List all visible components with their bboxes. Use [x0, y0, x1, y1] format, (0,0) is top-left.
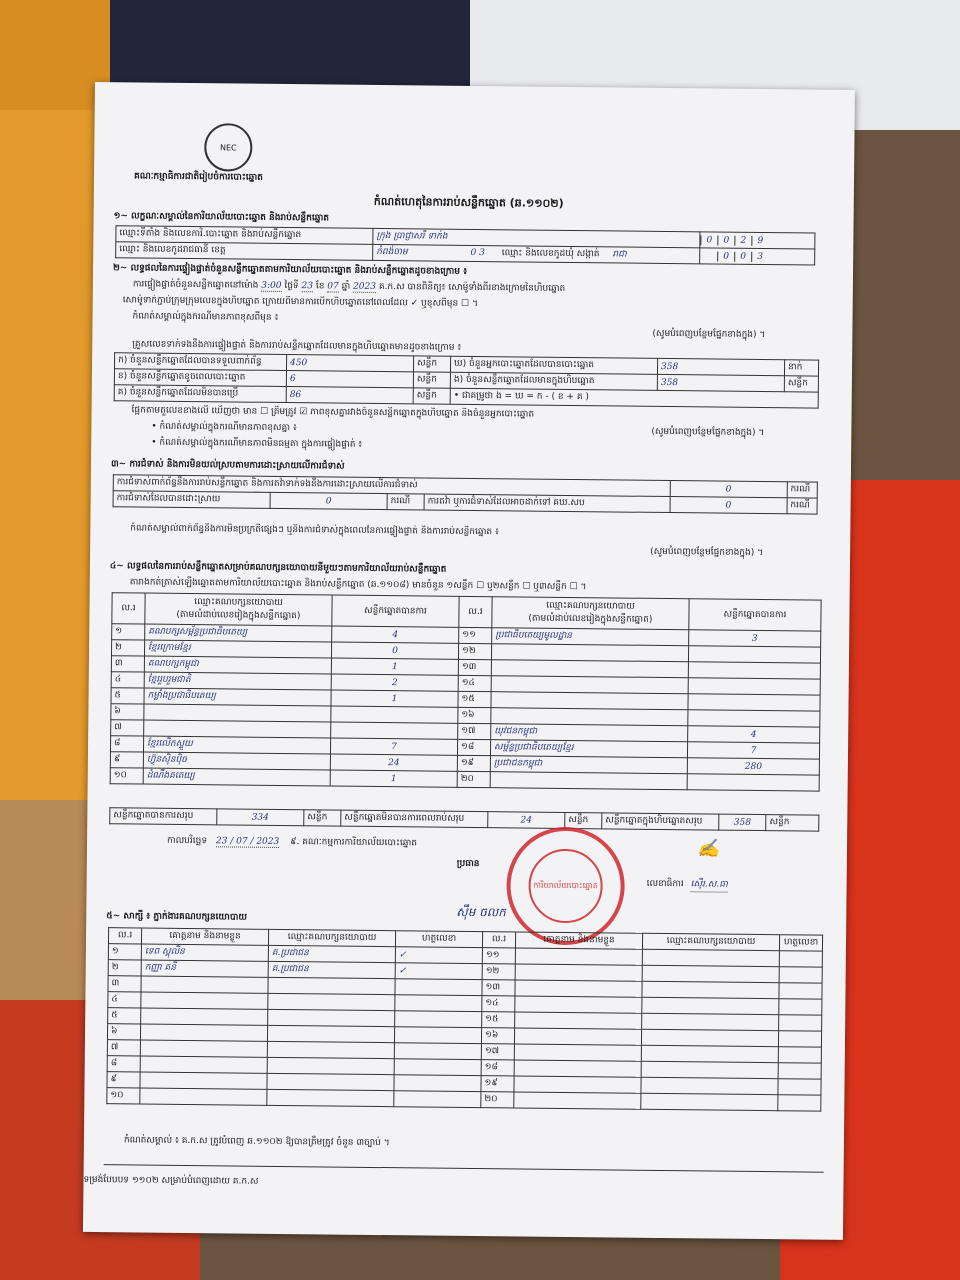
- discrepancy-note: • កំណត់សម្គាល់ក្នុងករណីមានភាពខុសគ្នា ៖: [151, 421, 297, 434]
- witness-name: [141, 976, 268, 993]
- party-votes: 1: [331, 690, 458, 707]
- row-number: ១១: [459, 627, 492, 643]
- witness-signature: [778, 1031, 821, 1047]
- witness-name: [514, 1060, 641, 1077]
- row-number: ៥: [111, 688, 144, 704]
- section1-heading: ១~ លក្ខណៈសម្គាល់នៃការិយាល័យបោះឆ្នោត និងរាប់សន្លឹកឆ្នោត: [113, 211, 330, 224]
- party-name: ខ្មែរក្រោមខ្មែរ: [144, 640, 331, 658]
- witness-signature: [779, 1015, 822, 1031]
- witness-signature: [778, 1047, 821, 1063]
- row-number: ២០: [457, 771, 490, 787]
- form-title: កំណត់ហេតុនៃការរាប់សន្លឹកឆ្នោត (ឆ.១១០២): [373, 194, 564, 210]
- row-number: ៤: [111, 672, 144, 688]
- resolved-count: 0: [270, 492, 387, 509]
- irregularity-note: កំណត់សម្គាល់ពាក់ព័ន្ធនឹងការមិនប្រក្រតីផ្សេងៗ ឬនិងការជំទាស់ក្នុងពេលនៃការផ្ទៀងផ្ទាត់ និងការរាប់សន្លឹកឆ្នោត ៖: [130, 523, 500, 538]
- footer-note: កំណត់សម្គាល់ ៖ គ.ក.ស ត្រូវបំពេញ ឆ.១១០២ ឱ្យបានត្រឹមត្រូវ ចំនួន ៣ច្បាប់ ។: [123, 1135, 390, 1149]
- complaints-table: ការជំទាស់ពាក់ព័ន្ធនឹងការរាប់សន្លឹកឆ្នោត និងការតវ៉ាទាក់ទងនឹងការដោះស្រាយលើការជំទាស់ 0 ករណី ការជំទាស់ដែលបានដោះស្រាយ 0 ករណី ការតវ៉ា ឬការជំទាស់ដែលអាចដាក់ទៅ គឃ.សប 0 ករណី: [113, 474, 818, 514]
- party-votes: 280: [687, 758, 819, 775]
- location-label: ឈ្មោះទីតាំង និងលេខការិ.បោះឆ្នោត និងរាប់សន្លឹកឆ្នោត: [116, 226, 373, 245]
- row-number: ១៧: [458, 723, 491, 739]
- witness-party: [267, 1057, 394, 1074]
- witness-party: [642, 949, 779, 966]
- row-number: ១៣: [482, 980, 515, 996]
- party-name: សម្ព័ន្ធប្រជាធិបតេយ្យខ្មែរ: [490, 740, 687, 758]
- official-stamp: ការិយាល័យបោះឆ្នោត: [506, 826, 625, 945]
- row-number: ៤: [108, 992, 141, 1008]
- party-votes: 24: [330, 754, 457, 771]
- chair-label: ប្រធាន: [456, 858, 480, 870]
- row-number: ១០: [107, 1088, 140, 1104]
- witness-signature: [394, 1027, 481, 1044]
- witness-name: កញ្ញា គនី: [141, 960, 268, 977]
- row-number: ១៦: [458, 707, 491, 723]
- location-value: ក្រុង ប្រាជ្ញាសរិ ទាក់ង: [373, 228, 700, 247]
- row-number: ១២: [458, 643, 491, 659]
- party-votes: [688, 694, 820, 711]
- committee-name: គណៈកម្មាធិការជាតិរៀបចំការបោះឆ្នោត: [133, 171, 263, 183]
- row-number: ៣: [111, 656, 144, 672]
- row-number: ៨: [110, 736, 143, 752]
- witness-name: [515, 1012, 642, 1029]
- row-number: ១៥: [482, 1012, 515, 1028]
- row-number: ១៨: [457, 739, 490, 755]
- witness-signature: ✓: [395, 947, 482, 964]
- witness-party: [268, 993, 395, 1010]
- witness-signature: [394, 1043, 481, 1060]
- count-intro: គ្រួសលេខទាក់ទងនឹងការផ្ទៀងផ្ទាត់ និងការរាប់សន្លឹកឆ្នោតដែលមានក្នុងហិបឆ្នោតមានដូចខាងក្រោម ៖: [132, 339, 462, 353]
- party-votes: [688, 710, 820, 727]
- row-number: ២: [108, 960, 141, 976]
- results-totals: សន្លឹកឆ្នោតបានការសរុប 334 សន្លឹក សន្លឹកឆ្នោតមិនបានការពេលរាប់សរុប 24 សន្លឹក សន្លឹកឆ្នោតក្នុងហិបឆ្នោតសរុប 358 សន្លឹក: [109, 807, 819, 831]
- party-votes: [688, 678, 820, 695]
- witness-name: [515, 996, 642, 1013]
- date-line: កាលបរិច្ឆេទ 23 / 07 / 2023 ៩. គណៈកម្មការការិយាល័យបោះឆ្នោត: [167, 835, 418, 849]
- witness-party: [267, 1041, 394, 1058]
- witness-party: [642, 981, 779, 998]
- party-name: គណបក្សកម្ពុជា: [144, 656, 331, 674]
- party-name: [490, 772, 687, 790]
- witness-party: [642, 997, 779, 1014]
- row-number: ១: [112, 624, 145, 640]
- witness-party: [641, 1093, 778, 1110]
- witness-name: [140, 1056, 267, 1073]
- party-votes: 3: [689, 630, 821, 647]
- witness-table: ល.រ គោត្តនាម និងនាមខ្លួន ឈ្មោះគណបក្សនយោបាយ ហត្ថលេខា ល.រ គោត្តនាម និងនាមខ្លួន ឈ្មោះគណបក្សនយោបាយ ហត្ថលេខា ១ ទេព ស្តុលីន គ.ប្រជាជន ✓ ១១ ២ កញ្ញា គនី គ.ប្រជាជន ✓ ១២ ៣ ១៣ ៤ ១៤ ៥ ១៥ ៦ ១៦ ៧ ១៧ ៨ ១៨ ៩ ១៩ ១០ ២០: [106, 927, 823, 1111]
- form-sheet: NEC គណៈកម្មាធិការជាតិរៀបចំការបោះឆ្នោត កំណត់ហេតុនៃការរាប់សន្លឹកឆ្នោត (ឆ.១១០២) ១~ លក្ខណៈសម្គាល់នៃការិយាល័យបោះឆ្នោត និងរាប់សន្លឹកឆ្នោត ឈ្មោះទីតាំង និងលេខការិ.បោះឆ្នោត និងរាប់សន្លឹកឆ្នោត ក្រុង ប្រាជ្ញាសរិ ទាក់ង 0 0 2 9 ឈ្មោះ និងលេខកូដរាជធានី ខេត្ត កំពង់ចាម 0 3 ឈ្មោះ និងលេខកូដឃុំ សង្កាត់ រាជា 0 0 3 ២~ លទ្ធផលនៃការផ្ទៀងផ្ទាត់ចំនួនសន្លឹកឆ្នោតតាមការិយាល័យបោះឆ្នោត និងរាប់សន្លឹកឆ្នោតដូចខាងក្រោម ៖ ការផ្ទៀងផ្ទាត់ចំនួនសន្លឹកឆ្នោតនៅម៉ោង 3:00 ថ្ងៃទី 23 ខែ 07 ឆ្នាំ 2023 គ.ក.ស បានពិនិត្យ៖ សោម៉ូទាំងពីរខាងក្រោមនៃហិបឆ្នោត សោម៉ូទាក់ភ្ជាប់ក្រុមក្រុមលេខក្នុងហិបឆ្នោត ក្រោយពីមានការបើកហិបឆ្នោតនៅពេលដែល ✓ ឬខុសពីមុន ☐ ។ កំណត់សម្គាល់ក្នុងករណីមានភាពខុសពីមុន ៖ (សូមបំពេញបន្ថែមផ្នែកខាងក្នុង) ។ គ្រួសលេខទាក់ទងនឹងការផ្ទៀងផ្ទាត់ និងការរាប់សន្លឹកឆ្នោតដែលមានក្នុងហិបឆ្នោតមានដូចខាងក្រោម ៖ ក) ចំនួនសន្លឹកឆ្នោតដែលបានទទួលពាក់ព័ន្ធ 450 សន្លឹក ឃ) ចំនួនអ្នកបោះឆ្នោតដែលបានបោះឆ្នោត 358 នាក់ ខ) ចំនួនសន្លឹកឆ្នោតខូចពេលបោះឆ្នោត 6 សន្លឹក ង) ចំនួនសន្លឹកឆ្នោតដែលមានក្នុងហិបឆ្នោត 358 សន្លឹក គ) ចំនួនសន្លឹកឆ្នោតដែលមិនបានប្រើ 86 សន្លឹក • ជាគម្រូថា ង = ឃ = ក - ( ខ + គ ) ផ្អែកតាមតួលេខខាងលើ ឃើញថា មាន ☐ ត្រឹមត្រូវ ☑ ភាពខុសគ្នារវាងចំនួនសន្លឹកឆ្នោតក្នុងហិបឆ្នោត និងចំនួនអ្នកបោះឆ្នោត • កំណត់សម្គាល់ក្នុងករណីមានភាពខុសគ្នា ៖ (សូមបំពេញបន្ថែមផ្នែកខាងក្នុង) ។ • កំណត់សម្គាល់ក្នុងករណីមានភាពមិនធម្មតា ក្នុងការផ្ទៀងផ្ទាត់ ៖ ៣~ ការជំទាស់ និងការមិនយល់ស្របតាមការដោះស្រាយលើការជំទាស់ ការជំទាស់ពាក់ព័ន្ធនឹងការរាប់សន្លឹកឆ្នោត និងការតវ៉ាទាក់ទងនឹងការដោះស្រាយលើការជំទាស់ 0 ករណី ការជំទាស់ដែលបានដោះស្រាយ 0 ករណី ការតវ៉ា ឬការជំទាស់ដែលអាចដាក់ទៅ គឃ.សប 0 ករណី កំណត់សម្គាល់ពាក់ព័ន្ធនឹងការមិនប្រក្រតីផ្សេងៗ ឬនិងការជំទាស់ក្នុងពេលនៃការផ្ទៀងផ្ទាត់ និងការរាប់សន្លឹកឆ្នោត ៖ (សូមបំពេញបន្ថែមផ្នែកខាងក្នុង) ។ ៤~ លទ្ធផលនៃការរាប់សន្លឹកឆ្នោតសម្រាប់គណបក្សនយោបាយនីមួយៗតាមការិយាល័យរាប់សន្លឹកឆ្នោត តារាងកត់ត្រាស់ឡើងឆ្នោតតាមការិយាល័យបោះឆ្នោត និងរាប់សន្លឹកឆ្នោត (ឆ.១១០៨) មានចំនួន ១សន្លឹក ☐ ឬ២សន្លឹក ☐ ឬ៣សន្លឹក ☐ ។ ល.រ ឈ្មោះគណបក្សនយោបាយ (តាមលំដាប់លេខរៀងក្នុងសន្លឹកឆ្នោត) សន្លឹកឆ្នោតបានការ ល.រ ឈ្មោះគណបក្សនយោបាយ (តាមលំដាប់លេខរៀងក្នុងសន្លឹកឆ្នោត) សន្លឹកឆ្នោតបានការ ១ គណបក្សសម្ព័ន្ធប្រជាធិបតេយ្យ 4 ១១ ប្រជាធិបតេយ្យមូលដ្ឋាន 3 ២ ខ្មែរក្រោមខ្មែរ 0 ១២ ៣ គណបក្សកម្ពុជា 1 ១៣ ៤ ខ្មែររួបរួមជាតិ 2 ១៤ ៥ កម្លាំងប្រជាធិបតេយ្យ 1 ១៥ ៦ ១៦ ៧ ១៧ យុវជនកម្ពុជា 4 ៨ ខ្មែរលើកស្ទួយ 7 ១៨ សម្ព័ន្ធប្រជាធិបតេយ្យខ្មែរ 7 ៩ ហ៊្វុនស៊ិនប៉ិច 24 ១៩ ប្រជាជនកម្ពុជា 280 ១០ ដំណឹងគតេយ្យ 1 ២០ សន្លឹកឆ្នោតបានការសរុប 334 សន្លឹក សន្លឹកឆ្នោតមិនបានការពេលរាប់សរុប 24 សន្លឹក សន្លឹកឆ្នោតក្នុងហិបឆ្នោតសរុប 358 សន្លឹក កាលបរិច្ឆេទ 23 / 07 / 2023 ៩. គណៈកម្មការការិយាល័យបោះឆ្នោត ប្រធាន ស៊ឹម ចលក លេខាធិការ ស៊ើរ.ស.ធា ✍ ការិយាល័យបោះឆ្នោត ៥~ សាក្សី ៖ ភ្នាក់ងារគណបក្សនយោបាយ ល.រ គោត្តនាម និងនាមខ្លួន ឈ្មោះគណបក្សនយោបាយ ហត្ថលេខា ល.រ គោត្តនាម និងនាមខ្លួន ឈ្មោះគណបក្សនយោបាយ ហត្ថលេខា ១ ទេព ស្តុលីន គ.ប្រជាជន ✓ ១១ ២ កញ្ញា គនី គ.ប្រជាជន ✓ ១២ ៣ ១៣ ៤ ១៤ ៥ ១៥ ៦ ១៦ ៧ ១៧ ៨ ១៨ ៩ ១៩ ១០ ២០ កំណត់សម្គាល់ ៖ គ.ក.ស ត្រូវបំពេញ ឆ.១១០២ ឱ្យបានត្រឹមត្រូវ ចំនួន ៣ច្បាប់ ។ ទម្រង់បែបបទ ១១០២ សម្រាប់បំពេញដោយ គ.ក.ស: [83, 82, 855, 1240]
- row-number: ១៤: [458, 675, 491, 691]
- witness-party: គ.ប្រជាជន: [268, 961, 395, 978]
- row-number: ៥: [108, 1008, 141, 1024]
- row-number: ១៨: [481, 1060, 514, 1076]
- footer-divider: [104, 1164, 824, 1173]
- party-votes: [331, 722, 458, 739]
- anomaly-note: • កំណត់សម្គាល់ក្នុងករណីមានភាពមិនធម្មតា ក្នុងការផ្ទៀងផ្ទាត់ ៖: [151, 437, 363, 450]
- witness-name: [140, 1040, 267, 1057]
- row-number: ៨: [107, 1056, 140, 1072]
- province-label: ឈ្មោះ និងលេខកូដរាជធានី ខេត្ត: [116, 242, 373, 261]
- party-name: ហ៊្វុនស៊ិនប៉ិច: [143, 752, 330, 770]
- party-votes: 2: [331, 674, 458, 691]
- section5-heading: ៥~ សាក្សី ៖ ភ្នាក់ងារគណបក្សនយោបាយ: [106, 911, 248, 923]
- province-cell: កំពង់ចាម 0 3 ឈ្មោះ និងលេខកូដឃុំ សង្កាត់ រាជា: [373, 244, 700, 263]
- nec-logo: NEC: [204, 123, 253, 172]
- secretary-signature: ✍: [696, 838, 720, 860]
- voters-voted: 358: [657, 358, 784, 375]
- count-time-line: ការផ្ទៀងផ្ទាត់ចំនួនសន្លឹកឆ្នោតនៅម៉ោង 3:00 ថ្ងៃទី 23 ខែ 07 ឆ្នាំ 2023 គ.ក.ស បានពិនិត្យ៖ សោម៉ូទាំងពីរខាងក្រោមនៃហិបឆ្នោត: [132, 279, 566, 294]
- witness-name: ទេព ស្តុលីន: [141, 944, 268, 961]
- section2-heading: ២~ លទ្ធផលនៃការផ្ទៀងផ្ទាត់ចំនួនសន្លឹកឆ្នោតតាមការិយាល័យបោះឆ្នោត និងរាប់សន្លឹកឆ្នោតដូចខាងក្រោម ៖: [112, 263, 468, 277]
- section4-subheading: តារាងកត់ត្រាស់ឡើងឆ្នោតតាមការិយាល័យបោះឆ្នោត និងរាប់សន្លឹកឆ្នោត (ឆ.១១០៨) មានចំនួន ១សន្លឹក ☐ ឬ២សន្លឹក ☐ ឬ៣សន្លឹក ☐ ។: [129, 577, 587, 593]
- ballots-spoiled: 6: [286, 371, 413, 388]
- witness-name: [140, 1024, 267, 1041]
- witness-signature: [778, 1063, 821, 1079]
- witness-signature: [394, 1091, 481, 1108]
- date-value: 23 / 07 / 2023: [215, 836, 280, 847]
- section3-heading: ៣~ ការជំទាស់ និងការមិនយល់ស្របតាមការដោះស្រាយលើការជំទាស់: [110, 459, 345, 472]
- commune-code: 0 0 3: [700, 248, 815, 265]
- row-number: ១៩: [481, 1076, 514, 1092]
- row-number: ៧: [111, 720, 144, 736]
- party-votes: [331, 706, 458, 723]
- party-votes: 4: [688, 726, 820, 743]
- witness-name: [514, 1092, 641, 1109]
- row-number: ១៥: [458, 691, 491, 707]
- witness-party: [267, 1089, 394, 1106]
- witness-signature: [395, 1011, 482, 1028]
- witness-signature: [779, 951, 822, 967]
- party-results-table: ល.រ ឈ្មោះគណបក្សនយោបាយ (តាមលំដាប់លេខរៀងក្នុងសន្លឹកឆ្នោត) សន្លឹកឆ្នោតបានការ ល.រ ឈ្មោះគណបក្សនយោបាយ (តាមលំដាប់លេខរៀងក្នុងសន្លឹកឆ្នោត) សន្លឹកឆ្នោតបានការ ១ គណបក្សសម្ព័ន្ធប្រជាធិបតេយ្យ 4 ១១ ប្រជាធិបតេយ្យមូលដ្ឋាន 3 ២ ខ្មែរក្រោមខ្មែរ 0 ១២ ៣ គណបក្សកម្ពុជា 1 ១៣ ៤ ខ្មែររួបរួមជាតិ 2 ១៤ ៥ កម្លាំងប្រជាធិបតេយ្យ 1 ១៥ ៦ ១៦ ៧ ១៧ យុវជនកម្ពុជា 4 ៨ ខ្មែរលើកស្ទួយ 7 ១៨ សម្ព័ន្ធប្រជាធិបតេយ្យខ្មែរ 7 ៩ ហ៊្វុនស៊ិនប៉ិច 24 ១៩ ប្រជាជនកម្ពុជា 280 ១០ ដំណឹងគតេយ្យ 1 ២០: [110, 592, 822, 791]
- escalated-count: 0: [670, 497, 787, 514]
- party-votes: 1: [331, 658, 458, 675]
- party-votes: 0: [331, 642, 458, 659]
- party-name: គណបក្សសម្ព័ន្ធប្រជាធិបតេយ្យ: [145, 624, 332, 642]
- party-name: ខ្មែរលើកស្ទួយ: [143, 736, 330, 754]
- row-number: ១: [108, 944, 141, 960]
- ballots-unused: 86: [286, 387, 413, 404]
- formula: • ជាគម្រូថា ង = ឃ = ក - ( ខ + គ ): [450, 388, 818, 408]
- form-model: ទម្រង់បែបបទ ១១០២ សម្រាប់បំពេញដោយ គ.ក.ស: [83, 1174, 259, 1187]
- row-number: ៩: [107, 1072, 140, 1088]
- row-number: ១៧: [481, 1044, 514, 1060]
- witness-party: [641, 1061, 778, 1078]
- witness-signature: [779, 999, 822, 1015]
- party-votes: 4: [332, 626, 459, 643]
- row-number: ២០: [481, 1092, 514, 1108]
- row-number: ១២: [482, 964, 515, 980]
- witness-party: គ.ប្រជាជន: [268, 945, 395, 962]
- ballots-in-box: 358: [657, 374, 784, 391]
- witness-party: [267, 1025, 394, 1042]
- row-number: ១០: [110, 768, 143, 784]
- witness-signature: [394, 1059, 481, 1076]
- consistency-line: ផ្អែកតាមតួលេខខាងលើ ឃើញថា មាន ☐ ត្រឹមត្រូវ ☑ ភាពខុសគ្នារវាងចំនួនសន្លឹកឆ្នោតក្នុងហិបឆ្នោត និងចំនួនអ្នកបោះឆ្នោត: [131, 405, 535, 420]
- witness-name: [515, 948, 642, 965]
- witness-party: [268, 1009, 395, 1026]
- party-name: [144, 704, 331, 722]
- total-valid: 334: [217, 809, 304, 826]
- witness-party: [641, 1077, 778, 1094]
- section1-table: [115, 225, 815, 265]
- witness-name: [514, 1076, 641, 1093]
- row-number: ១៦: [481, 1028, 514, 1044]
- witness-signature: [394, 1075, 481, 1092]
- party-votes: [688, 646, 820, 663]
- party-name: [144, 720, 331, 738]
- count-month: 07: [327, 281, 339, 292]
- witness-signature: [779, 983, 822, 999]
- complaints-count: 0: [670, 481, 787, 498]
- witness-signature: [778, 1095, 821, 1111]
- count-time: 3:00: [261, 280, 282, 291]
- row-number: ៦: [111, 704, 144, 720]
- row-number: ៧: [107, 1040, 140, 1056]
- party-name: កម្លាំងប្រជាធិបតេយ្យ: [144, 688, 331, 706]
- row-number: ១៩: [457, 755, 490, 771]
- ballots-received: 450: [286, 355, 413, 372]
- party-votes: 7: [687, 742, 819, 759]
- section4-heading: ៤~ លទ្ធផលនៃការរាប់សន្លឹកឆ្នោតសម្រាប់គណបក្សនយោបាយនីមួយៗតាមការិយាល័យរាប់សន្លឹកឆ្នោត: [109, 561, 447, 575]
- witness-party: [267, 1073, 394, 1090]
- witness-signature: [395, 995, 482, 1012]
- party-name: ខ្មែររួបរួមជាតិ: [144, 672, 331, 690]
- witness-name: [515, 964, 642, 981]
- party-name: ប្រជាជនកម្ពុជា: [490, 756, 687, 774]
- party-votes: [687, 774, 819, 791]
- witness-party: [268, 977, 395, 994]
- difference-note-label: កំណត់សម្គាល់ក្នុងករណីមានភាពខុសពីមុន ៖: [132, 311, 279, 323]
- witness-signature: [395, 979, 482, 996]
- row-number: ១៣: [458, 659, 491, 675]
- witness-name: [140, 1088, 267, 1105]
- total-invalid: 24: [488, 812, 565, 829]
- party-name: ដំណឹងគតេយ្យ: [143, 768, 330, 786]
- row-number: ៦: [107, 1024, 140, 1040]
- witness-name: [141, 1008, 268, 1025]
- row-number: ៩: [110, 752, 143, 768]
- party-votes: [688, 662, 820, 679]
- witness-name: [514, 1044, 641, 1061]
- seal-check-line: សោម៉ូទាក់ភ្ជាប់ក្រុមក្រុមលេខក្នុងហិបឆ្នោត ក្រោយពីមានការបើកហិបឆ្នោតនៅពេលដែល ✓ ឬខុសពីមុន ☐ ។: [122, 295, 478, 310]
- witness-party: [641, 1029, 778, 1046]
- count-day: 23: [301, 281, 314, 292]
- total-in-box: 358: [719, 814, 766, 830]
- row-number: ២: [111, 640, 144, 656]
- chair-name: ស៊ឹម ចលក: [456, 904, 506, 920]
- witness-signature: [779, 967, 822, 983]
- witness-name: [514, 1028, 641, 1045]
- row-number: ១១: [482, 948, 515, 964]
- location-code: 0 0 2 9: [700, 232, 815, 249]
- ballot-count-table: ក) ចំនួនសន្លឹកឆ្នោតដែលបានទទួលពាក់ព័ន្ធ 450 សន្លឹក ឃ) ចំនួនអ្នកបោះឆ្នោតដែលបានបោះឆ្នោត 358 នាក់ ខ) ចំនួនសន្លឹកឆ្នោតខូចពេលបោះឆ្នោត 6 សន្លឹក ង) ចំនួនសន្លឹកឆ្នោតដែលមានក្នុងហិបឆ្នោត 358 សន្លឹក គ) ចំនួនសន្លឹកឆ្នោតដែលមិនបានប្រើ 86 សន្លឹក • ជាគម្រូថា ង = ឃ = ក - ( ខ + គ ): [114, 352, 819, 408]
- party-name: ប្រជាធិបតេយ្យមូលដ្ឋាន: [492, 628, 689, 646]
- witness-signature: ✓: [395, 963, 482, 980]
- row-number: ៣: [108, 976, 141, 992]
- witness-name: [140, 1072, 267, 1089]
- party-votes: 7: [330, 738, 457, 755]
- witness-signature: [778, 1079, 821, 1095]
- party-name: យុវជនកម្ពុជា: [491, 724, 688, 742]
- witness-party: [642, 1013, 779, 1030]
- witness-party: [641, 1045, 778, 1062]
- difference-note-hint: (សូមបំពេញបន្ថែមផ្នែកខាងក្នុង) ។: [652, 328, 766, 341]
- secretary-line: លេខាធិការ ស៊ើរ.ស.ធា: [647, 878, 728, 893]
- witness-name: [141, 992, 268, 1009]
- witness-party: [642, 965, 779, 982]
- witness-name: [515, 980, 642, 997]
- count-year: 2023: [353, 281, 377, 292]
- party-votes: 1: [330, 770, 457, 787]
- row-number: ១៤: [482, 996, 515, 1012]
